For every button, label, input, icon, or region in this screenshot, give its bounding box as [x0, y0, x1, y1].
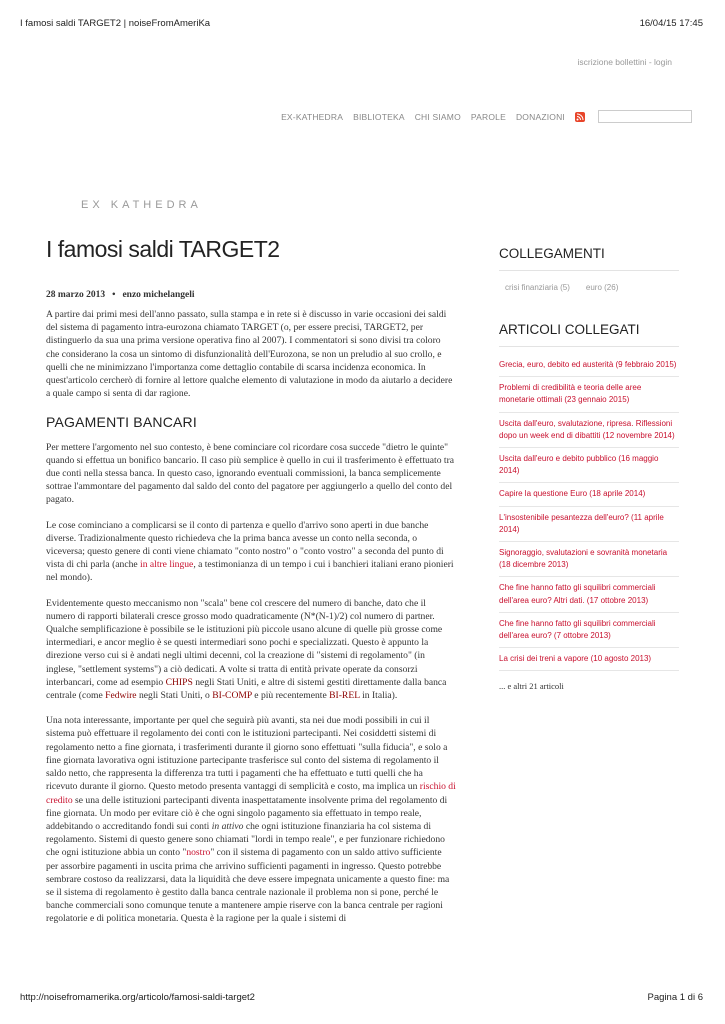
article-author: enzo michelangeli — [122, 290, 195, 300]
meta-separator: • — [112, 290, 116, 300]
text-run: Una nota interessante, importante per quel che seguirà più avanti, sta nei due modi possibili in cui il sistema può effettuare il regolamento dei conti con le istituzioni partecipanti. Nei cosiddetti sistemi di regolamento netto a fine giornata, i trasferimenti durante il giorno sono effettuati "sulla fiducia", e solo a fine giornata lavorativa ogni istituzione partecipante trasferisce sul conto del sistema di regolamento il saldo netto, che rappresenta la differenza tra tutti i pagamenti che ha effettuato e tutti quelli che ha ricevuto durante il giorno. Questo metodo presenta vantaggi di semplicità e costo, ma implica un — [46, 715, 448, 793]
tag-link-euro[interactable]: euro (26) — [585, 283, 619, 292]
article-date: 28 marzo 2013 — [46, 290, 106, 300]
article-meta — [46, 290, 194, 300]
link-nostro[interactable]: nostro — [186, 847, 211, 859]
paragraph — [46, 714, 456, 925]
text-run: Evidentemente questo meccanismo non "scala" bene col crescere del numero di banche, dato che il numero di rapporti bilaterali cresce grosso modo quadraticamente (N*(N-1)/2) col numero di partner. Qualche semplificazione è possibile se le istituzioni più piccole usano alcune di quelle più grosse come intermediari, e ancor meglio è se questi intermediari sono pochi e specializzati. Questo è appunto la direzione verso cui si è andati negli ultimi decenni, col la creazione di "sistemi di regolamento" (in inglese, "settlement systems") a ciò dedicati. A volte si tratta di entità private operate da consorzi interbancari, come ad esempio — [46, 597, 443, 688]
print-header — [20, 18, 703, 29]
print-footer — [20, 992, 703, 1003]
rss-icon[interactable] — [575, 112, 585, 122]
related-article-link[interactable]: L'insostenibile pesantezza dell'euro? (11 aprile 2014) — [499, 507, 679, 542]
article-title: I famosi saldi TARGET2 — [46, 236, 280, 262]
text-run: in Italia). — [359, 690, 398, 702]
related-articles-list — [499, 347, 679, 671]
link-bi-comp[interactable]: BI-COMP — [212, 690, 252, 702]
section-label: EX KATHEDRA — [81, 199, 202, 211]
text-run: Le cose cominciano a complicarsi se il conto di partenza e quello d'arrivo sono aperti in due banche diverse. Tradizionalmente questo richiedeva che la prima banca avesse un conto nella seconda, o viceversa; questo genere di conti viene chiamato "conto nostro" o "conto vostro" a seconda del punto di vista di chi parla (anche — [46, 519, 444, 571]
text-run: se una delle istituzioni partecipanti diventa inaspettatamente insolvente prima del regolamento di fine giornata. Un modo per evitare ciò è che ogni singolo pagamento sia effettuato in tempo reale, addebitando o accreditando fondi sui conti — [46, 794, 448, 832]
link-chips[interactable]: CHIPS — [165, 676, 193, 688]
text-run: " con il sistema di pagamento con un saldo attivo sufficiente per assorbire pagamenti in uscita prima che arrivino sufficienti pagamenti in ingresso. Questo potrebbe sembrare costoso da realizzarsi, data la liquidità che deve essere impegnata unicamente a questo fine: ma se il sistema di regolamento è gestito dalla banca centrale nazionale il problema non si pone, perché le banche commerciali sono comunque tenute a mantenere ampie riserve con la banca centrale per ragioni regolatorie e di politica monetaria. Questa è la ragione per la quale i sistemi di — [46, 847, 450, 925]
print-header-title: I famosi saldi TARGET2 | noiseFromAmeriKa — [20, 18, 211, 29]
signup-login-link[interactable]: iscrizione bollettini - login — [577, 57, 672, 67]
text-run: negli Stati Uniti, o — [136, 690, 213, 702]
paragraph — [46, 597, 456, 703]
more-articles-text[interactable]: ... e altri 21 articoli — [499, 681, 564, 692]
emphasis: in attivo — [211, 820, 244, 832]
link-in-altre-lingue[interactable]: in altre lingue — [140, 559, 194, 571]
print-footer-url: http://noisefromamerika.org/articolo/famosi-saldi-target2 — [20, 992, 255, 1003]
related-article-link[interactable]: Uscita dall'euro, svalutazione, ripresa. Riflessioni dopo un week end di dibattiti (12 novembre 2014) — [499, 413, 679, 448]
nav-item-chi-siamo[interactable]: CHI SIAMO — [414, 111, 461, 122]
article-body — [46, 308, 456, 938]
util-links — [578, 57, 673, 67]
print-footer-page: Pagina 1 di 6 — [647, 992, 703, 1003]
section-heading: PAGAMENTI BANCARI — [46, 414, 197, 431]
related-article-link[interactable]: Capire la questione Euro (18 aprile 2014) — [499, 483, 679, 506]
related-article-link[interactable]: Grecia, euro, debito ed austerità (9 febbraio 2015) — [499, 347, 679, 377]
print-header-datetime: 16/04/15 17:45 — [639, 18, 703, 29]
link-bi-rel[interactable]: BI-REL — [329, 690, 360, 702]
paragraph: Per mettere l'argomento nel suo contesto, è bene cominciare col ricordare cosa succede "dietro le quinte" quando si effettua un bonifico bancario. Il caso più semplice è quello in cui il trasferimento è effettuato tra due conti nella stessa banca. In questo caso, ignorando eventuali commissioni, la banca semplicemente sottrae l'ammontare del pagamento dal saldo del conto del pagatore per aggiungerlo a quello del conto del pagato. — [46, 441, 455, 506]
collegamenti-heading: COLLEGAMENTI — [499, 246, 679, 271]
top-navigation — [271, 110, 692, 123]
sidebar — [499, 246, 679, 691]
text-run: che ogni istituzione finanziaria ha col sistema di regolamento. Sistemi di questo genere sono chiamati "lordi in tempo reale", e per funzionare richiedono che ogni istituzione abbia un conto " — [46, 820, 445, 859]
tag-link-crisi-finanziaria[interactable]: crisi finanziaria (5) — [505, 283, 570, 292]
nav-item-biblioteka[interactable]: BIBLIOTEKA — [353, 111, 405, 122]
paragraph — [46, 519, 456, 585]
related-article-link[interactable]: Che fine hanno fatto gli squilibri commerciali dell'area euro? Altri dati. (17 ottobre 2013) — [499, 577, 679, 612]
text-run: negli Stati Uniti, e altre di sistemi gestiti direttamente dalla banca centrale (come — [46, 676, 447, 702]
related-article-link[interactable]: La crisi dei treni a vapore (10 agosto 2013) — [499, 648, 679, 671]
nav-item-parole[interactable]: PAROLE — [470, 111, 506, 122]
link-fedwire[interactable]: Fedwire — [105, 690, 137, 702]
nav-item-donazioni[interactable]: DONAZIONI — [515, 111, 565, 122]
related-article-link[interactable]: Uscita dall'euro e debito pubblico (16 maggio 2014) — [499, 448, 679, 483]
text-run: e più recentemente — [251, 690, 330, 702]
link-rischio-di-credito[interactable]: rischio di credito — [46, 781, 456, 806]
tag-list — [499, 271, 679, 313]
related-article-link[interactable]: Signoraggio, svalutazioni e sovranità monetaria (18 dicembre 2013) — [499, 542, 679, 577]
related-article-link[interactable]: Che fine hanno fatto gli squilibri commerciali dell'area euro? (7 ottobre 2013) — [499, 613, 679, 648]
articoli-collegati-heading: ARTICOLI COLLEGATI — [499, 322, 679, 347]
search-input[interactable] — [598, 110, 692, 123]
paragraph: A partire dai primi mesi dell'anno passato, sulla stampa e in rete si è discusso in varie occasioni dei saldi del sistema di pagamento intra-eurozona chiamato TARGET (o, per essere precisi, TARGET2, per distinguerlo da sua una prima versione operativa fino al 2007). I commentatori si sono divisi tra coloro che considerano la cosa un sintomo di disfunzionalità dell'Eurozona, se non un preludio al suo crollo, e quelli che ne minimizzano l'importanza come dettaglio contabile di scarsa incidenza economica. In quest'articolo cercherò di fornire al lettore qualche elemento di valutazione in modo da aiutarlo a decidere a quale campo si senta di dar ragione. — [46, 309, 453, 400]
related-article-link[interactable]: Problemi di credibilità e teoria delle aree monetarie ottimali (23 gennaio 2015) — [499, 377, 679, 412]
nav-item-ex-kathedra[interactable]: EX-KATHEDRA — [281, 111, 344, 122]
text-run: , a testimonianza di un tempo i cui i banchieri italiani erano pionieri nel mondo). — [46, 559, 454, 584]
